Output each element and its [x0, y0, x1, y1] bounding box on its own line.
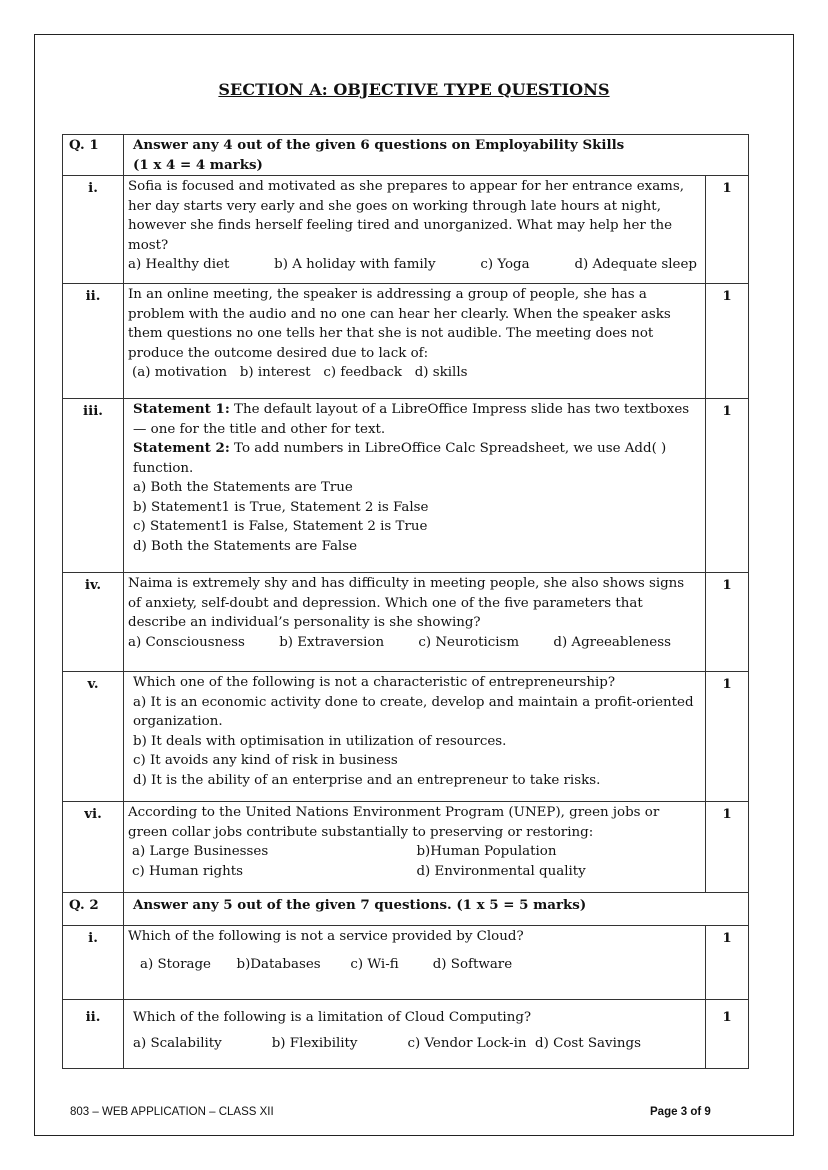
question-mark: 1 [705, 926, 748, 1000]
question-body [124, 672, 706, 802]
page-current: 3 [680, 1106, 688, 1118]
option: a) Healthy diet [128, 257, 230, 272]
q2-heading: Answer any 5 out of the given 7 questions. (1 x 5 = 5 marks) [124, 893, 749, 926]
question-mark: 1 [705, 672, 748, 802]
page-total: 9 [704, 1106, 711, 1118]
question-mark: 1 [705, 573, 748, 672]
option: d) Agreeableness [553, 634, 671, 650]
option: d) Both the Statements are False [133, 538, 358, 554]
option-text: d) Cost Savings [535, 1035, 641, 1051]
option: (a) motivation [132, 365, 228, 380]
options-row [128, 947, 701, 975]
option: b)Databases [236, 956, 321, 972]
q2-header-row [63, 893, 749, 926]
option: d) It is the ability of an enterprise and an entrepreneur to take risks. [133, 772, 601, 788]
option [407, 1034, 641, 1054]
question-text: In an online meeting, the speaker is addressing a group of people, she has a problem with the audio and no one can hear her clearly. When the speaker asks them questions no one tells her that she is not audible. The meeting does not produce the outcome desired due to lack of: [128, 287, 671, 361]
option: a) Storage [140, 956, 211, 972]
option: c) Human rights [132, 863, 243, 879]
question-body [124, 1000, 706, 1069]
option: a) Large Businesses [132, 844, 269, 859]
statement-1-label: Statement 1: [133, 401, 230, 417]
question-number: iii. [63, 399, 124, 573]
option: b) interest [239, 365, 311, 380]
question-number: ii. [63, 1000, 124, 1069]
q1-heading [124, 135, 749, 176]
question-body [124, 176, 706, 284]
option: b) It deals with optimisation in utilization of resources. [133, 733, 507, 749]
question-body [124, 399, 706, 573]
question-number: iv. [63, 573, 124, 672]
option: d) skills [414, 365, 468, 380]
question-number: i. [63, 926, 124, 1000]
option: b) Statement1 is True, Statement 2 is False [133, 499, 429, 515]
option: a) It is an economic activity done to create, develop and maintain a profit-oriented organization. [133, 694, 694, 729]
question-mark: 1 [705, 802, 748, 893]
option: b) Flexibility [271, 1035, 358, 1051]
footer-page-number [650, 1106, 711, 1118]
question-body [124, 926, 706, 1000]
q1-marks-note: (1 x 4 = 4 marks) [133, 156, 263, 173]
question-number: vi. [63, 802, 124, 893]
question-text: Which of the following is not a service provided by Cloud? [128, 929, 524, 944]
options-grid [128, 842, 701, 881]
question-text: Which of the following is a limitation of Cloud Computing? [133, 1010, 532, 1025]
footer-course: 803 – WEB APPLICATION – CLASS XII [70, 1106, 274, 1118]
question-number: v. [63, 672, 124, 802]
question-body [124, 284, 706, 399]
table-row [63, 1000, 749, 1069]
statement-1-text: The default layout of a LibreOffice Impress slide has two textboxes — one for the title and other for text. [133, 402, 690, 437]
option: c) Statement1 is False, Statement 2 is True [133, 519, 428, 534]
q1-header-row [63, 135, 749, 176]
question-table [62, 134, 749, 1069]
question-mark: 1 [705, 284, 748, 399]
table-row [63, 284, 749, 399]
table-row [63, 672, 749, 802]
option: d) Environmental quality [416, 863, 586, 879]
statement-2 [133, 439, 701, 478]
question-mark: 1 [705, 1000, 748, 1069]
option: c) Yoga [480, 257, 530, 272]
table-row [63, 802, 749, 893]
option: a) Both the Statements are True [133, 480, 353, 495]
option: c) It avoids any kind of risk in business [133, 753, 398, 768]
q1-number: Q. 1 [63, 135, 124, 176]
q1-heading-text: Answer any 4 out of the given 6 questions on Employability Skills [133, 137, 625, 153]
options-row [128, 633, 701, 653]
question-number: i. [63, 176, 124, 284]
option-text: c) Vendor Lock-in [407, 1035, 527, 1051]
option: d) Software [432, 956, 513, 972]
statement-1 [133, 400, 701, 439]
question-text: Naima is extremely shy and has difficulty in meeting people, she also shows signs of anxiety, self-doubt and depression. Which one of the five parameters that describe an individual’s personality is she showing? [128, 576, 685, 630]
statement-2-text: To add numbers in LibreOffice Calc Spreadsheet, we use Add( ) function. [133, 441, 667, 476]
option: c) Wi-fi [350, 956, 399, 972]
table-row [63, 926, 749, 1000]
page-label: Page [650, 1106, 678, 1118]
question-number: ii. [63, 284, 124, 399]
option: b)Human Population [416, 844, 557, 859]
question-body [124, 573, 706, 672]
table-row [63, 573, 749, 672]
statement-2-label: Statement 2: [133, 440, 230, 456]
options-row [128, 255, 701, 275]
option: b) Extraversion [279, 634, 385, 650]
option: a) Scalability [133, 1035, 222, 1051]
option: a) Consciousness [128, 634, 245, 650]
q2-number: Q. 2 [63, 893, 124, 926]
section-title: SECTION A: OBJECTIVE TYPE QUESTIONS [218, 80, 610, 99]
question-mark: 1 [705, 176, 748, 284]
options-row [133, 1028, 701, 1054]
option: c) feedback [323, 365, 402, 380]
question-text: Which one of the following is not a characteristic of entrepreneurship? [133, 675, 615, 690]
question-mark: 1 [705, 399, 748, 573]
table-row [63, 176, 749, 284]
option: d) Adequate sleep [574, 257, 697, 272]
question-body [124, 802, 706, 893]
question-text: According to the United Nations Environment Program (UNEP), green jobs or green collar jobs contribute substantially to preserving or restoring: [128, 805, 660, 840]
page-of: of [690, 1106, 702, 1118]
question-text: Sofia is focused and motivated as she prepares to appear for her entrance exams, her day starts very early and she goes on working through late hours at night, however she finds herself feeling tired and unorganized. What may help her the most? [128, 179, 684, 253]
options-row [128, 363, 701, 383]
option: c) Neuroticism [418, 634, 520, 650]
table-row [63, 399, 749, 573]
option: b) A holiday with family [274, 257, 436, 272]
